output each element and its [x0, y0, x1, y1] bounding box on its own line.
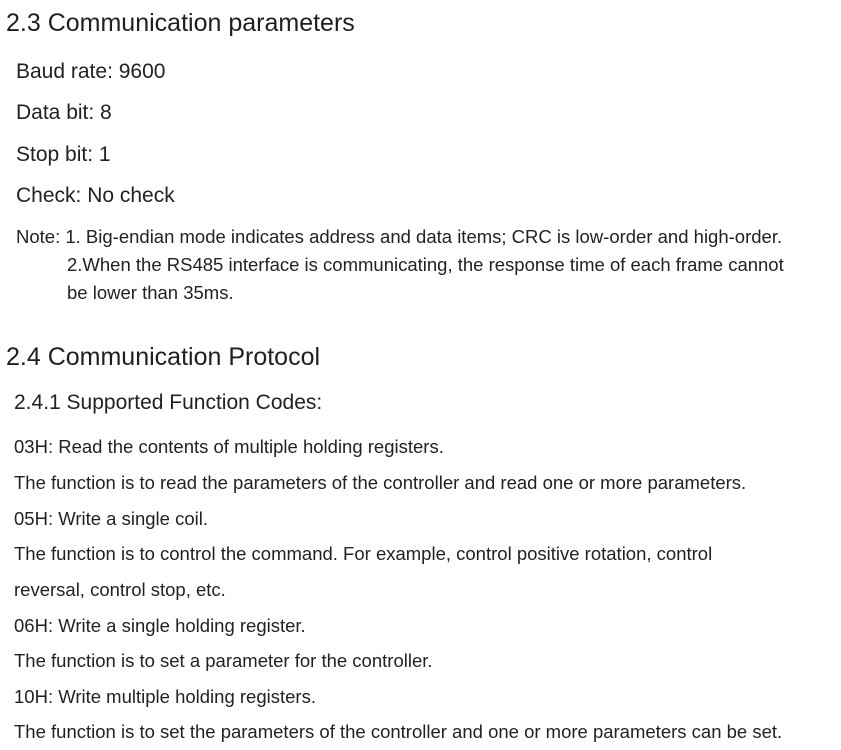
function-desc-05h-line-2: reversal, control stop, etc. — [14, 579, 226, 600]
function-code-05h: 05H: Write a single coil. — [14, 508, 208, 529]
param-baud-rate: Baud rate: 9600 — [16, 60, 166, 83]
note-line-2: 2.When the RS485 interface is communicating, the response time of each frame cannot — [67, 254, 784, 275]
param-check: Check: No check — [16, 184, 175, 207]
note-line-3: be lower than 35ms. — [67, 282, 234, 303]
function-code-06h: 06H: Write a single holding register. — [14, 615, 306, 636]
note-line-1: Note: 1. Big-endian mode indicates address and data items; CRC is low-order and high-order. — [16, 226, 783, 247]
function-desc-03h: The function is to read the parameters of the controller and read one or more parameters. — [14, 472, 747, 493]
function-code-10h: 10H: Write multiple holding registers. — [14, 686, 316, 707]
subheading-supported-function-codes: 2.4.1 Supported Function Codes: — [14, 391, 323, 414]
function-code-03h: 03H: Read the contents of multiple holding registers. — [14, 436, 444, 457]
section-heading-communication-protocol: 2.4 Communication Protocol — [6, 343, 321, 371]
function-desc-06h: The function is to set a parameter for the controller. — [14, 650, 433, 671]
param-stop-bit: Stop bit: 1 — [16, 143, 111, 166]
function-desc-10h: The function is to set the parameters of the controller and one or more parameters can be set. — [14, 721, 783, 742]
param-data-bit: Data bit: 8 — [16, 101, 112, 124]
section-heading-communication-parameters: 2.3 Communication parameters — [6, 9, 355, 37]
function-desc-05h-line-1: The function is to control the command. For example, control positive rotation, control — [14, 543, 713, 564]
